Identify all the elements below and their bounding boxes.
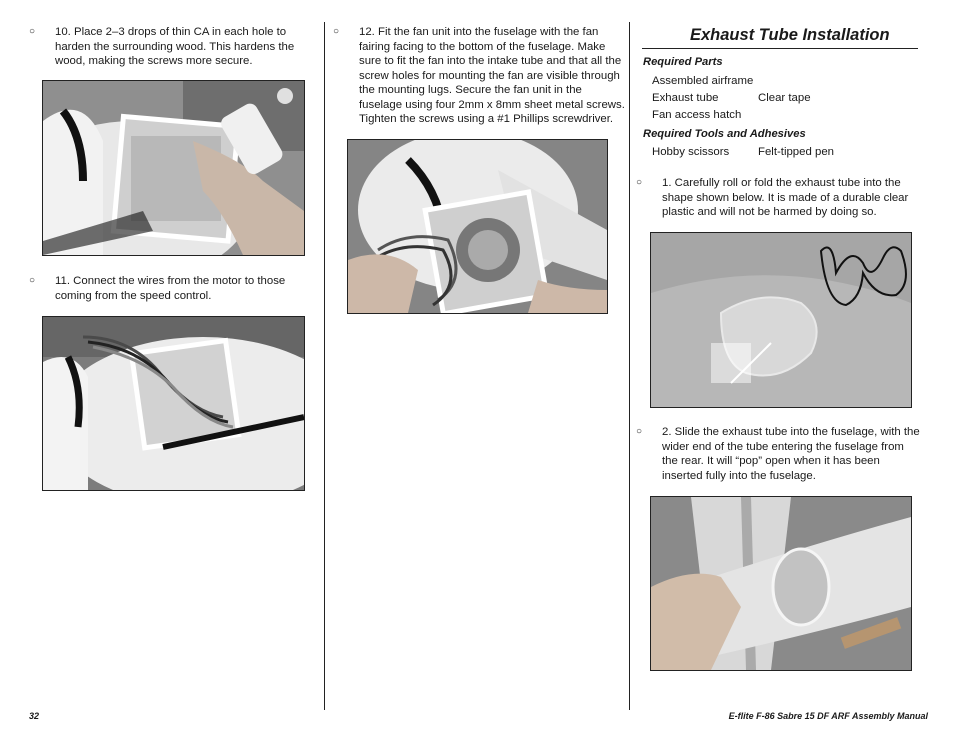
step-text: 2. Slide the exhaust tube into the fuselage, with the wider end of the tube entering the fuselage from the rear. It will “pop” open when it has been inserted fully into the fuselage. bbox=[662, 426, 920, 482]
required-parts-label: Required Parts bbox=[643, 56, 723, 68]
section-title: Exhaust Tube Installation bbox=[690, 26, 890, 44]
part-item: Assembled airframe bbox=[652, 75, 754, 87]
required-tools-label: Required Tools and Adhesives bbox=[643, 128, 806, 140]
photo-ca-drops bbox=[42, 80, 305, 256]
column-divider-left bbox=[324, 22, 325, 710]
photo-motor-wires bbox=[42, 316, 305, 491]
photo-exhaust-inserted bbox=[650, 496, 912, 671]
column-divider-right bbox=[629, 22, 630, 710]
tool-item: Hobby scissors bbox=[652, 146, 730, 158]
step-text: 10. Place 2–3 drops of thin CA in each hole to harden the surrounding wood. This hardens the wood, making the screws more secure. bbox=[55, 26, 295, 67]
photo-exhaust-tube-shape bbox=[650, 232, 912, 408]
part-item: Exhaust tube bbox=[652, 92, 719, 104]
circle-checkbox-icon: ○ bbox=[333, 26, 340, 37]
circle-checkbox-icon: ○ bbox=[636, 177, 643, 188]
part-item: Fan access hatch bbox=[652, 109, 742, 121]
photo-fan-unit bbox=[347, 139, 608, 314]
circle-checkbox-icon: ○ bbox=[29, 275, 36, 286]
tool-item: Felt-tipped pen bbox=[758, 146, 834, 158]
step-text: 1. Carefully roll or fold the exhaust tube into the shape shown below. It is made of a durable clear plastic and will not be harmed by doing so. bbox=[662, 177, 909, 218]
step-text: 11. Connect the wires from the motor to those coming from the speed control. bbox=[55, 275, 286, 302]
part-item: Clear tape bbox=[758, 92, 811, 104]
title-underline bbox=[642, 48, 918, 49]
page-number: 32 bbox=[29, 711, 40, 721]
circle-checkbox-icon: ○ bbox=[29, 26, 36, 37]
manual-title: E-flite F-86 Sabre 15 DF ARF Assembly Manual bbox=[728, 711, 928, 721]
circle-checkbox-icon: ○ bbox=[636, 426, 643, 437]
step-text: 12. Fit the fan unit into the fuselage with the fan fairing facing to the bottom of the fuselage. Make sure to fit the fan into the intake tube and that all the screw holes for mounting the fan are visible through the mounting lugs. Secure the fan unit in the fuselage using four 2mm x 8mm sheet metal screws. Tighten the screws using a #1 Phillips screwdriver. bbox=[359, 26, 625, 125]
